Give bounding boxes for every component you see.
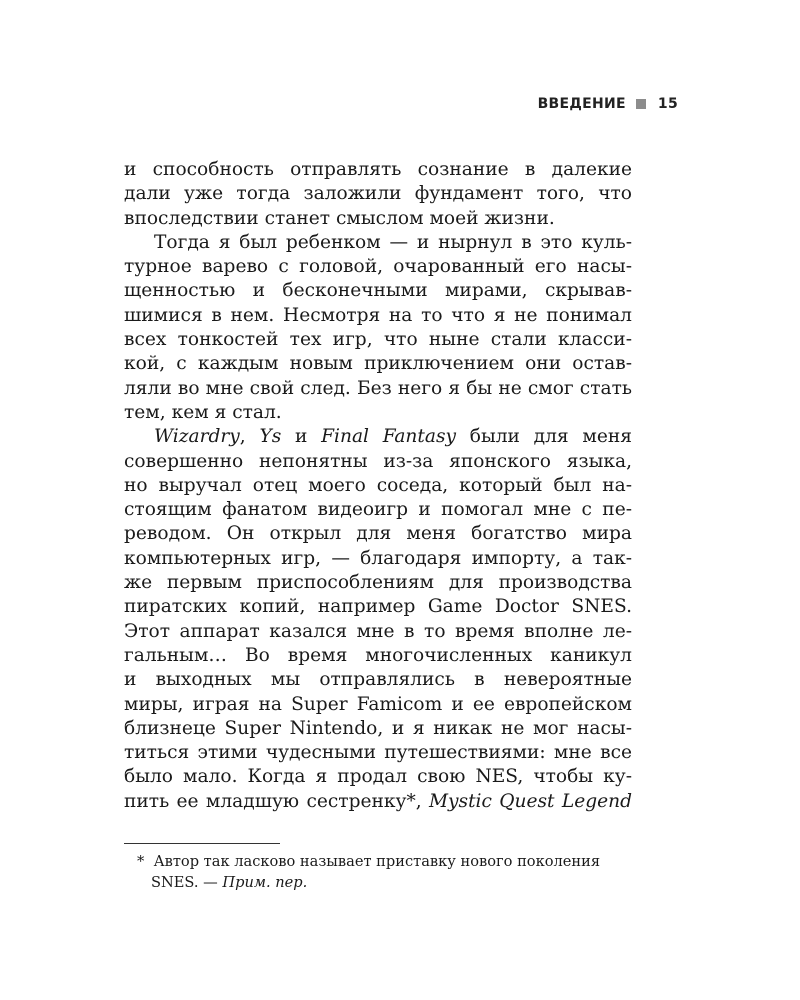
body-line: стоящим фанатом видеоигр и помогал мне с пе- xyxy=(124,499,632,521)
body-text xyxy=(124,158,632,814)
body-line: было мало. Когда я продал свою NES, чтобы ку- xyxy=(124,766,632,788)
game-title-ys: Ys xyxy=(259,426,282,448)
text-run: , xyxy=(239,426,260,448)
body-line: гальным… Во время многочисленных каникул xyxy=(124,644,632,666)
body-line: всех тонкостей тех игр, что ныне стали класси- xyxy=(124,329,632,351)
game-title-final-fantasy: Final Fantasy xyxy=(321,426,457,448)
page-number: 15 xyxy=(657,96,678,112)
body-line: реводом. Он открыл для меня богатство мира xyxy=(124,523,632,545)
footnote-line xyxy=(137,872,630,893)
body-line: титься этими чудесными путешествиями: мне все xyxy=(124,742,632,764)
body-line: миры, играя на Super Famicom и ее европейском xyxy=(124,693,632,715)
translator-note: Прим. пер. xyxy=(222,874,308,891)
text-run: и xyxy=(281,426,322,448)
footnote xyxy=(137,851,630,893)
text-run: пить ее младшую сестренку*, xyxy=(124,790,429,812)
footnote-divider xyxy=(124,843,280,844)
body-line: совершенно непонятны из-за японского языка, xyxy=(124,450,632,472)
body-line: но выручал отец моего соседа, который был на- xyxy=(124,474,632,496)
body-line: Тогда я был ребенком — и нырнул в это куль- xyxy=(154,231,632,253)
body-line: шимися в нем. Несмотря на то что я не понимал xyxy=(124,304,632,326)
footnote-text: SNES. — xyxy=(151,874,223,891)
running-header xyxy=(538,96,678,112)
header-square-icon xyxy=(636,99,646,109)
chapter-title: ВВЕДЕНИЕ xyxy=(537,96,626,112)
body-line: пиратских копий, например Game Doctor SNES. xyxy=(124,596,632,618)
body-line xyxy=(124,790,632,814)
body-line: близнеце Super Nintendo, и я никак не мог насы- xyxy=(124,717,632,739)
body-line: и способность отправлять сознание в далекие xyxy=(124,159,632,180)
body-line: щенностью и бесконечными мирами, скрывав- xyxy=(124,280,632,302)
body-line: и выходных мы отправлялись в невероятные xyxy=(124,669,632,691)
game-title-mystic-quest: Mystic Quest Legend xyxy=(429,790,632,812)
footnote-line xyxy=(137,851,630,872)
footnote-text: Автор так ласково называет приставку нового поколения xyxy=(153,853,601,870)
body-line: кой, с каждым новым приключением они остав- xyxy=(124,353,632,375)
body-line: компьютерных игр, — благодаря импорту, а так- xyxy=(124,547,632,569)
footnote-marker: * xyxy=(137,853,145,870)
body-line: же первым приспособлениям для производства xyxy=(124,572,632,594)
body-line: тем, кем я стал. xyxy=(124,401,282,423)
body-line: Этот аппарат казался мне в то время вполне ле- xyxy=(124,620,632,642)
text-run: были для меня xyxy=(456,426,632,448)
game-title-wizardry: Wizardry xyxy=(154,426,240,448)
body-line: дали уже тогда заложили фундамент того, что xyxy=(124,183,632,205)
body-line: впоследствии станет смыслом моей жизни. xyxy=(124,207,555,229)
body-line: турное варево с головой, очарованный его насы- xyxy=(124,256,632,278)
body-line xyxy=(124,425,632,449)
body-line: ляли во мне свой след. Без него я бы не смог стать xyxy=(124,377,632,399)
